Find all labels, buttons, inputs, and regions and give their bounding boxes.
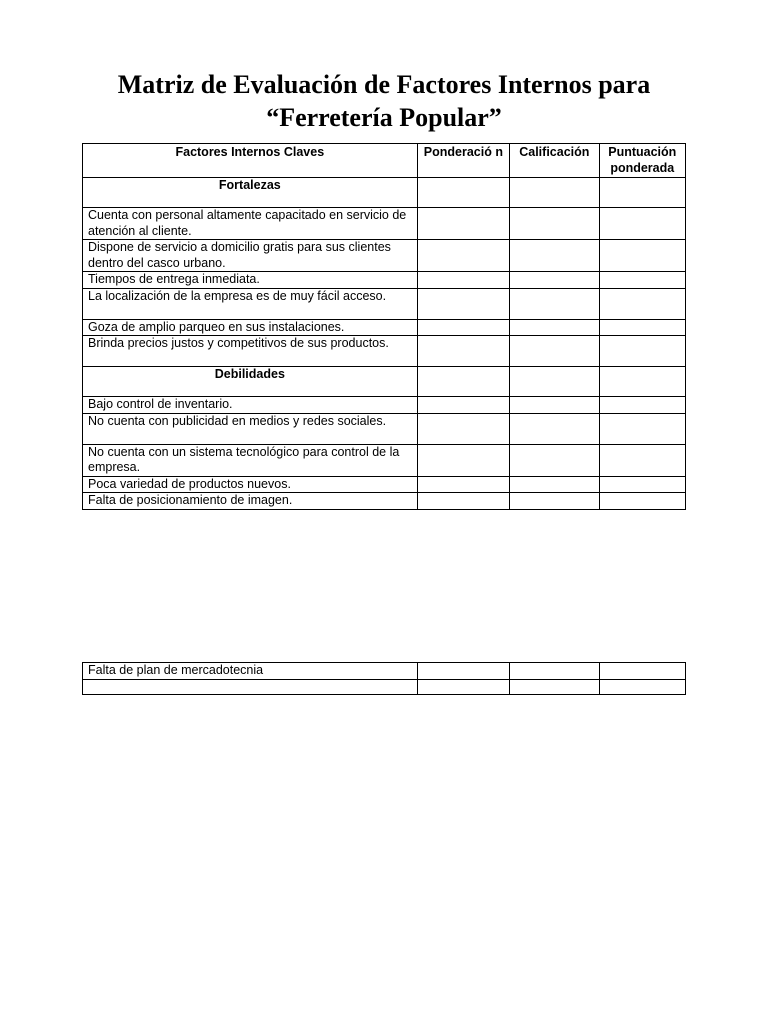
- header-puntuacion: Puntuación ponderada: [599, 144, 685, 178]
- cell-empty: [510, 679, 599, 694]
- cell-empty: [417, 444, 509, 476]
- factor-cell: No cuenta con publicidad en medios y redes sociales.: [83, 413, 418, 444]
- header-calificacion: Calificación: [510, 144, 599, 178]
- cell-empty: [599, 288, 685, 319]
- table-row: [83, 240, 686, 272]
- table-row: [83, 397, 686, 414]
- table-row: [83, 336, 686, 367]
- factor-cell: Dispone de servicio a domicilio gratis para sus clientes dentro del casco urbano.: [83, 240, 418, 272]
- cell-empty: [599, 679, 685, 694]
- cell-empty: [510, 208, 599, 240]
- section-label-fortalezas: Fortalezas: [83, 178, 418, 208]
- factor-cell: Bajo control de inventario.: [83, 397, 418, 414]
- cell-empty: [599, 272, 685, 289]
- factor-cell: [83, 679, 418, 694]
- cell-empty: [417, 476, 509, 493]
- table-row: [83, 663, 686, 680]
- table-row: [83, 679, 686, 694]
- cell-empty: [599, 319, 685, 336]
- section-row-debilidades: [83, 367, 686, 397]
- cell-empty: [599, 240, 685, 272]
- cell-empty: [417, 336, 509, 367]
- table-row: [83, 288, 686, 319]
- cell-empty: [510, 476, 599, 493]
- factor-cell: Goza de amplio parqueo en sus instalaciones.: [83, 319, 418, 336]
- cell-empty: [599, 178, 685, 208]
- cell-empty: [510, 397, 599, 414]
- cell-empty: [417, 679, 509, 694]
- header-ponderacion: Ponderació n: [417, 144, 509, 178]
- cell-empty: [510, 444, 599, 476]
- cell-empty: [599, 397, 685, 414]
- cell-empty: [510, 288, 599, 319]
- cell-empty: [417, 397, 509, 414]
- factor-cell: La localización de la empresa es de muy fácil acceso.: [83, 288, 418, 319]
- cell-empty: [510, 413, 599, 444]
- table-row: [83, 476, 686, 493]
- cell-empty: [599, 444, 685, 476]
- cell-empty: [599, 208, 685, 240]
- cell-empty: [599, 336, 685, 367]
- cell-empty: [510, 367, 599, 397]
- cell-empty: [417, 493, 509, 510]
- cell-empty: [417, 663, 509, 680]
- cell-empty: [417, 288, 509, 319]
- cell-empty: [599, 367, 685, 397]
- factor-cell: No cuenta con un sistema tecnológico para control de la empresa.: [83, 444, 418, 476]
- factor-cell: Poca variedad de productos nuevos.: [83, 476, 418, 493]
- cell-empty: [599, 663, 685, 680]
- cell-empty: [417, 208, 509, 240]
- header-factor: Factores Internos Claves: [83, 144, 418, 178]
- cell-empty: [417, 413, 509, 444]
- table-row: [83, 319, 686, 336]
- table-row: [83, 444, 686, 476]
- efi-matrix-table-continued: [82, 662, 686, 695]
- cell-empty: [417, 178, 509, 208]
- cell-empty: [510, 240, 599, 272]
- table-row: [83, 493, 686, 510]
- cell-empty: [510, 336, 599, 367]
- cell-empty: [510, 493, 599, 510]
- factor-cell: Brinda precios justos y competitivos de sus productos.: [83, 336, 418, 367]
- factor-cell: Cuenta con personal altamente capacitado en servicio de atención al cliente.: [83, 208, 418, 240]
- table-header-row: [83, 144, 686, 178]
- factor-cell: Tiempos de entrega inmediata.: [83, 272, 418, 289]
- cell-empty: [417, 319, 509, 336]
- efi-matrix-table: [82, 143, 686, 510]
- cell-empty: [510, 272, 599, 289]
- cell-empty: [417, 272, 509, 289]
- cell-empty: [599, 476, 685, 493]
- cell-empty: [510, 663, 599, 680]
- page-title-line1: Matriz de Evaluación de Factores Internos para: [117, 70, 651, 99]
- page-title-line2: “Ferretería Popular”: [266, 103, 502, 132]
- factor-cell: Falta de plan de mercadotecnia: [83, 663, 418, 680]
- table-row: [83, 413, 686, 444]
- page-title: [0, 68, 768, 134]
- cell-empty: [417, 240, 509, 272]
- table-row: [83, 208, 686, 240]
- cell-empty: [599, 413, 685, 444]
- section-row-fortalezas: [83, 178, 686, 208]
- factor-cell: Falta de posicionamiento de imagen.: [83, 493, 418, 510]
- cell-empty: [417, 367, 509, 397]
- cell-empty: [599, 493, 685, 510]
- cell-empty: [510, 178, 599, 208]
- cell-empty: [510, 319, 599, 336]
- table-row: [83, 272, 686, 289]
- section-label-debilidades: Debilidades: [83, 367, 418, 397]
